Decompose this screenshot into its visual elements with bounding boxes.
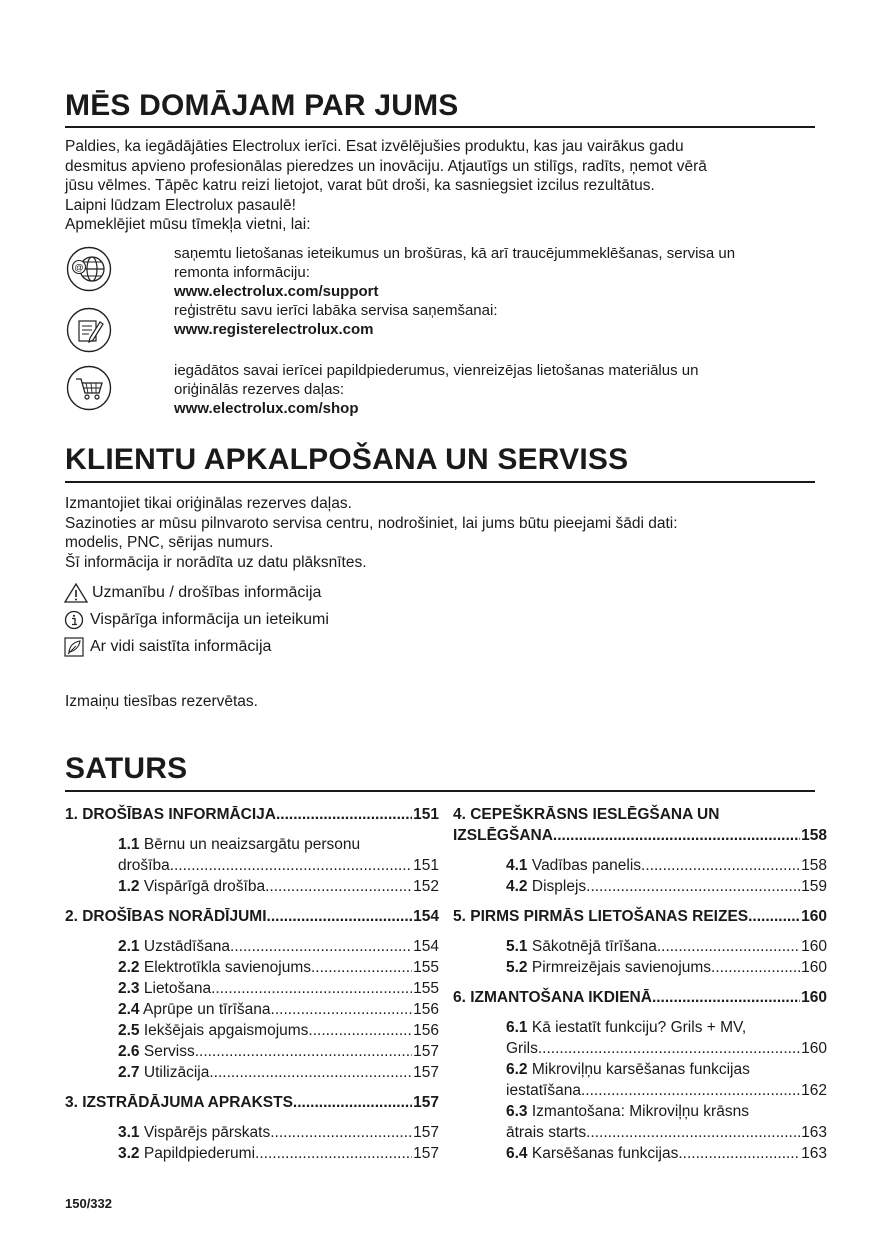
svg-text:@: @	[74, 262, 84, 273]
intro-line: Paldies, ka iegādājāties Electrolux ierīci. Esat izvēlējušies produktu, kas jau vairākus gadu	[65, 138, 684, 155]
toc-item-3-1[interactable]: 3.1 Vispārējs pārskats ..... 157	[65, 1122, 439, 1143]
toc-item-5-2[interactable]: 5.2 Pirmreizējais savienojums ..... 160	[453, 957, 827, 978]
heading-contents: SATURS	[65, 752, 188, 785]
toc-right-column	[453, 804, 827, 1164]
heading-service: KLIENTU APKALPOŠANA UN SERVISS	[65, 443, 629, 476]
intro-line: Apmeklējiet mūsu tīmekļa vietni, lai:	[65, 216, 311, 234]
intro-line: desmitus apvieno profesionālas pieredzes un inovāciju. Atjautīgs un stilīgs, radīts, ņemot vērā	[65, 157, 707, 175]
toc-item-2-2[interactable]: 2.2 Elektrotīkla savienojums ..... 155	[65, 957, 439, 978]
toc-item-6-1[interactable]: 6.1 Kā iestatīt funkciju? Grils + MV, Grils ..... 160	[453, 1017, 827, 1059]
toc-item-2-3[interactable]: 2.3 Lietošana ..... 155	[65, 978, 439, 999]
toc-item-3-2[interactable]: 3.2 Papildpiederumi ..... 157	[65, 1143, 439, 1164]
symbol-environment	[64, 633, 329, 660]
shop-link-block	[174, 361, 698, 418]
rights-reserved: Izmaiņu tiesības rezervētas.	[65, 693, 258, 710]
toc-section-4[interactable]: 4. CEPEŠKRĀSNS IESLĒGŠANA UN IZSLĒGŠANA ..... 158	[453, 804, 827, 846]
toc-item-6-2[interactable]: 6.2 Mikroviļņu karsēšanas funkcijas iestatīšana ..... 162	[453, 1059, 827, 1101]
toc-section-1[interactable]: 1. DROŠĪBAS INFORMĀCIJA ..... 151	[65, 804, 439, 825]
toc-left-column	[65, 804, 439, 1164]
heading-about: MĒS DOMĀJAM PAR JUMS	[65, 89, 459, 122]
symbol-warning	[64, 579, 329, 606]
warning-label: Uzmanību / drošības informācija	[92, 583, 322, 601]
toc-item-2-7[interactable]: 2.7 Utilizācija ..... 157	[65, 1062, 439, 1083]
service-line: Izmantojiet tikai oriģinālas rezerves daļas.	[65, 495, 352, 512]
service-line: modelis, PNC, sērijas numurs.	[65, 534, 274, 552]
toc-section-6[interactable]: 6. IZMANTOŠANA IKDIENĀ ..... 160	[453, 987, 827, 1008]
register-url[interactable]: www.registerelectrolux.com	[174, 321, 374, 338]
toc-item-5-1[interactable]: 5.1 Sākotnējā tīrīšana ..... 160	[453, 936, 827, 957]
toc-item-2-1[interactable]: 2.1 Uzstādīšana ..... 154	[65, 936, 439, 957]
heading-rule	[65, 790, 815, 792]
support-text: remonta informāciju:	[174, 264, 310, 281]
info-label: Vispārīga informācija un ieteikumi	[90, 610, 329, 628]
support-link-block	[174, 244, 735, 339]
cart-icon	[66, 365, 112, 411]
info-icon	[64, 610, 86, 630]
warning-icon	[64, 583, 88, 603]
intro-line: jūsu vēlmes. Tāpēc katru reizi lietojot, varat būt droši, ka sasniegsiet izcilus rezultātus.	[65, 177, 655, 195]
register-icon	[66, 307, 112, 353]
toc-item-1-1[interactable]: 1.1 Bērnu un neaizsargātu personu drošība ..... 151	[65, 834, 439, 876]
environment-label: Ar vidi saistīta informācija	[90, 637, 272, 655]
toc-item-6-3[interactable]: 6.3 Izmantošana: Mikroviļņu krāsns ātrais starts ..... 163	[453, 1101, 827, 1143]
toc-item-1-2[interactable]: 1.2 Vispārīgā drošība ..... 152	[65, 876, 439, 897]
globe-icon	[66, 246, 112, 292]
toc-item-4-1[interactable]: 4.1 Vadības panelis ..... 158	[453, 855, 827, 876]
toc-item-2-6[interactable]: 2.6 Serviss ..... 157	[65, 1041, 439, 1062]
toc-item-2-5[interactable]: 2.5 Iekšējais apgaismojums ..... 156	[65, 1020, 439, 1041]
service-line: Sazinoties ar mūsu pilnvaroto servisa centru, nodrošiniet, lai jums būtu pieejami šādi dati:	[65, 514, 678, 532]
intro-paragraph	[65, 137, 707, 235]
toc-item-4-2[interactable]: 4.2 Displejs ..... 159	[453, 876, 827, 897]
toc-item-2-4[interactable]: 2.4 Aprūpe un tīrīšana ..... 156	[65, 999, 439, 1020]
toc-item-6-4[interactable]: 6.4 Karsēšanas funkcijas ..... 163	[453, 1143, 827, 1164]
shop-url[interactable]: www.electrolux.com/shop	[174, 400, 359, 417]
intro-line: Laipni lūdzam Electrolux pasaulē!	[65, 196, 296, 214]
toc-section-3[interactable]: 3. IZSTRĀDĀJUMA APRAKSTS ..... 157	[65, 1092, 439, 1113]
page-number: 150/332	[65, 1196, 112, 1211]
symbol-info	[64, 606, 329, 633]
shop-text: iegādātos savai ierīcei papildpiederumus, vienreizējas lietošanas materiālus un	[174, 362, 699, 379]
service-line: Šī informācija ir norādīta uz datu plāksnītes.	[65, 553, 367, 571]
service-paragraph	[65, 494, 678, 572]
heading-rule	[65, 126, 815, 128]
support-text: saņemtu lietošanas ieteikumus un brošūras, kā arī traucējummeklēšanas, servisa un	[174, 245, 736, 262]
heading-rule	[65, 481, 815, 483]
leaf-icon	[64, 637, 86, 657]
toc-section-5[interactable]: 5. PIRMS PIRMĀS LIETOŠANAS REIZES ..... 160	[453, 906, 827, 927]
support-url[interactable]: www.electrolux.com/support	[174, 283, 379, 300]
shop-text: oriģinālās rezerves daļas:	[174, 381, 345, 398]
register-text: reģistrētu savu ierīci labāka servisa saņemšanai:	[174, 302, 498, 319]
toc-section-2[interactable]: 2. DROŠĪBAS NORĀDĪJUMI ..... 154	[65, 906, 439, 927]
